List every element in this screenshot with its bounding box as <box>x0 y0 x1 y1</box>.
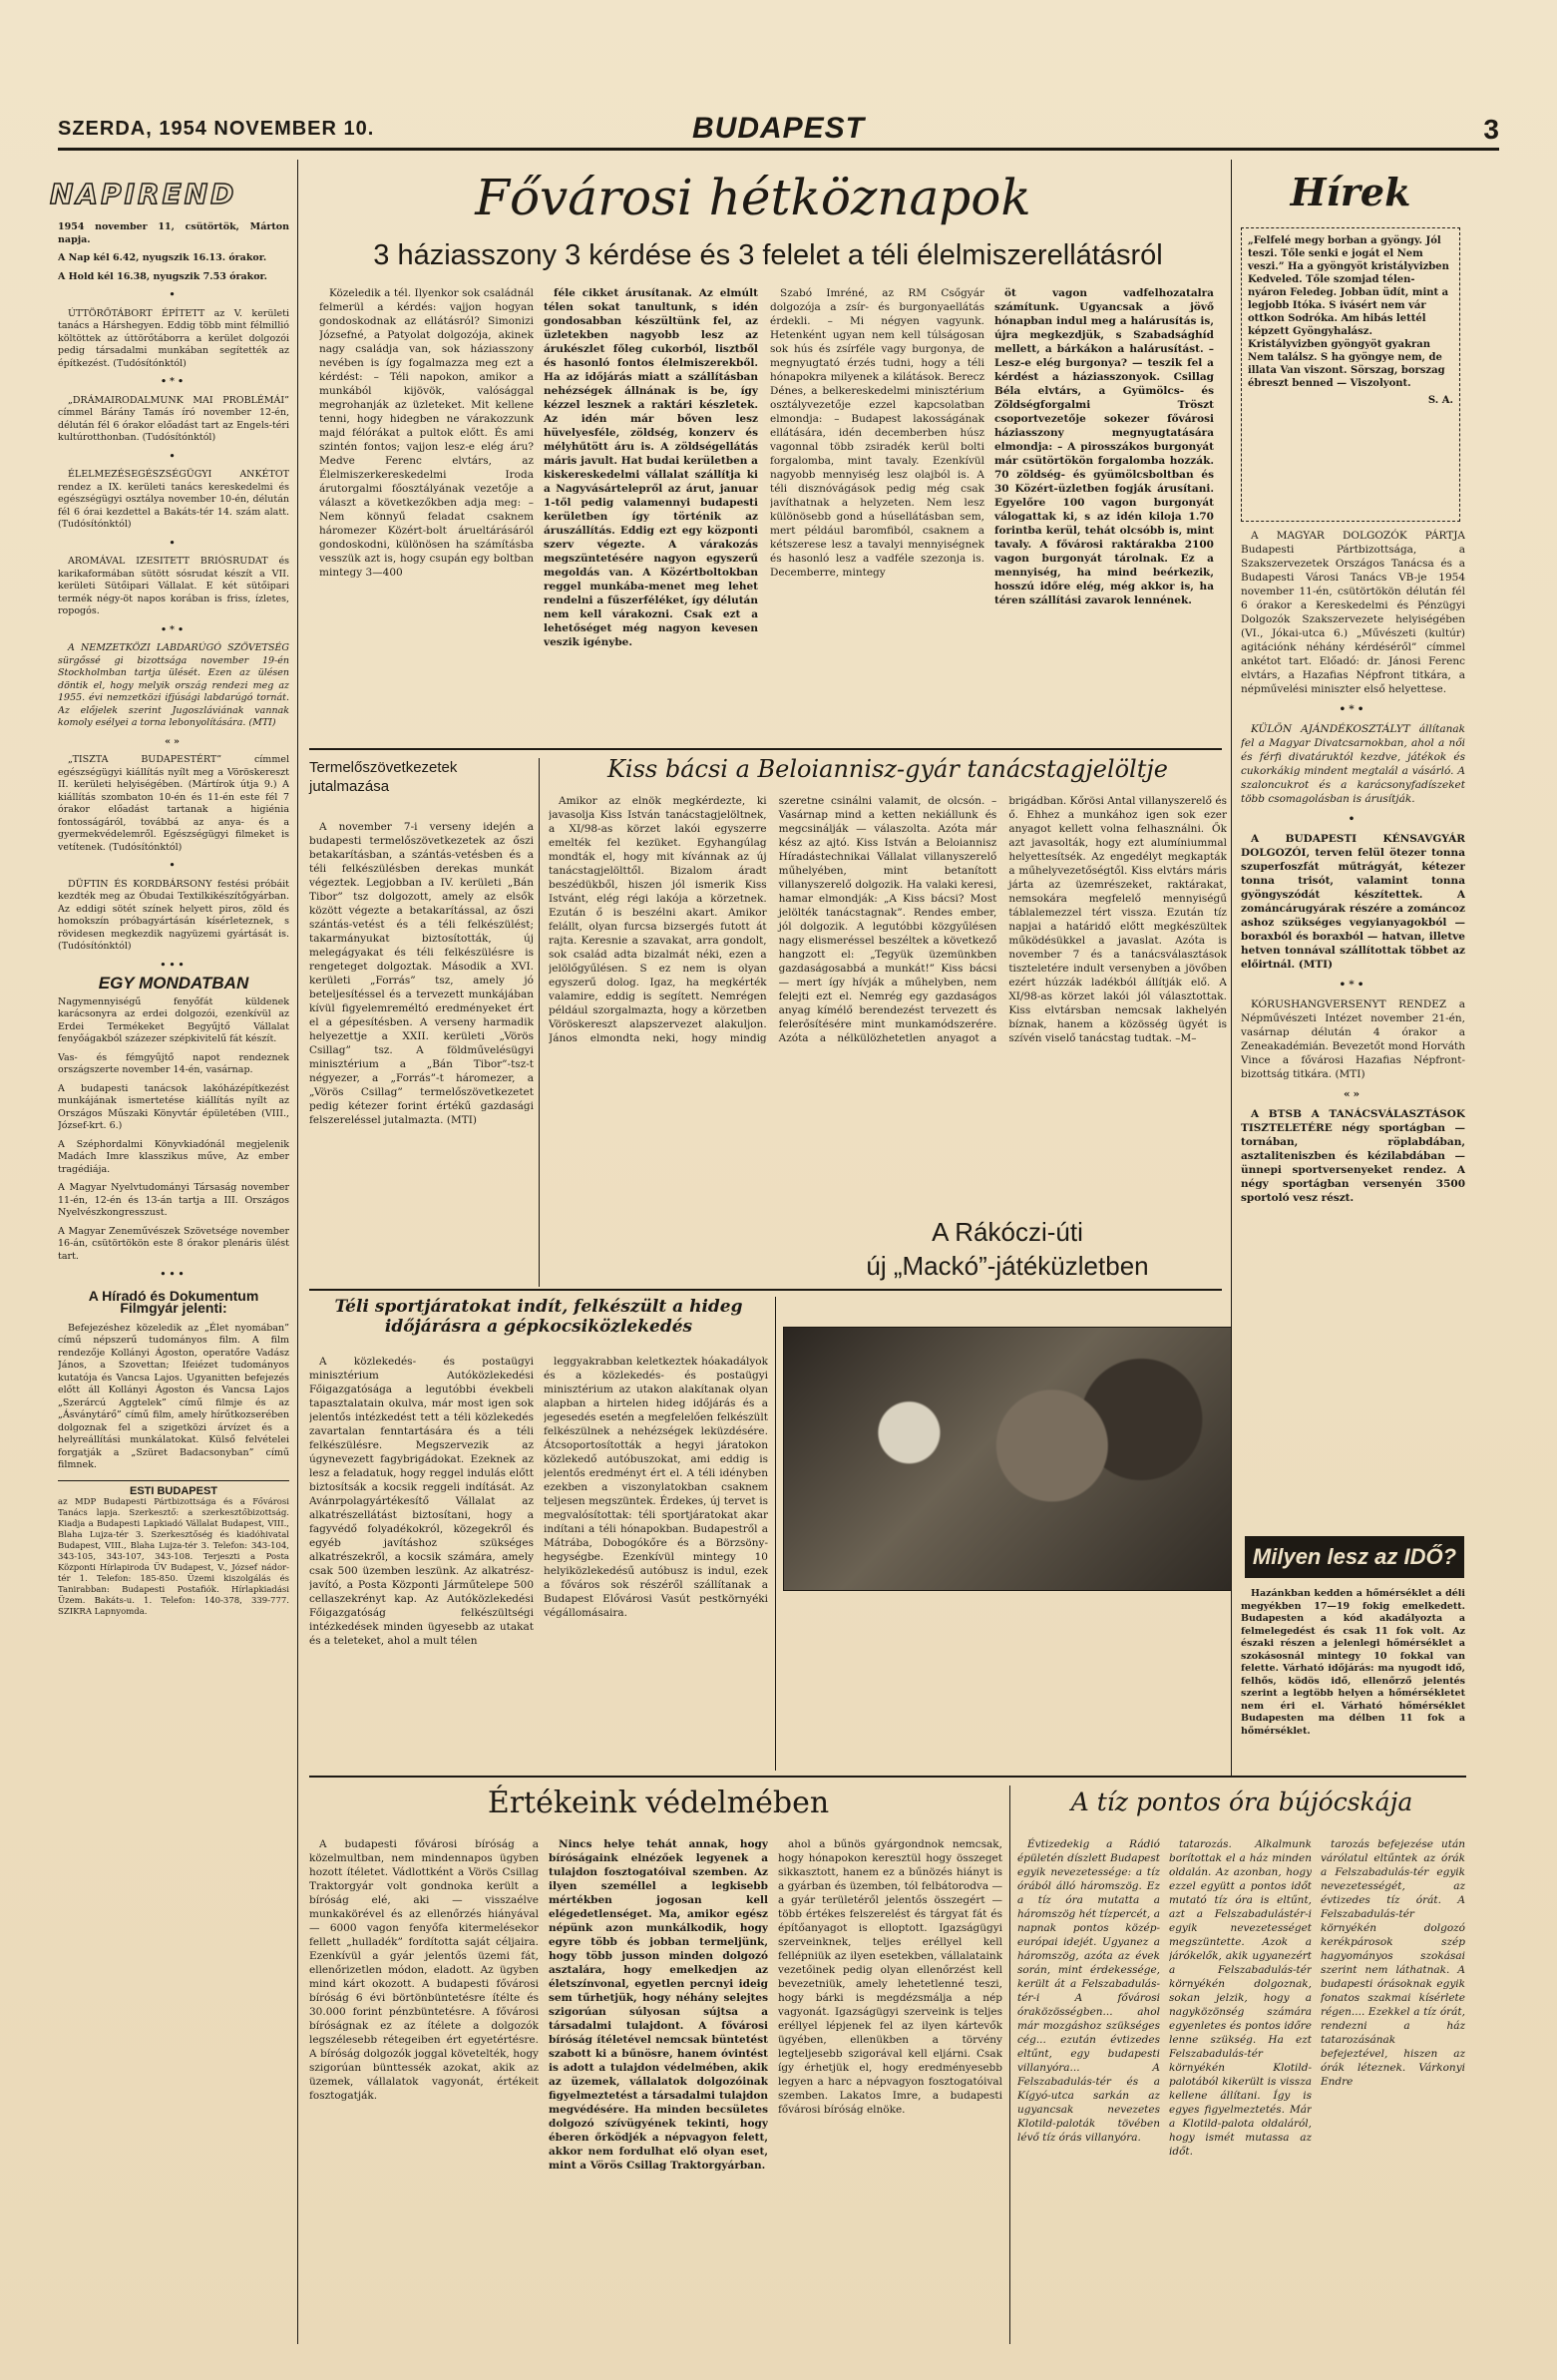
ora-headline: A tíz pontos óra bújócskája <box>1070 1787 1413 1816</box>
napirend-heading: NAPIREND <box>50 178 237 210</box>
ertekeink-col-1 <box>309 1837 539 2341</box>
colophon-heading: ESTI BUDAPEST <box>129 1484 217 1497</box>
feature-text: öt vagon vadfelhozatalra számítunk. Ugyancsak a jövő hónapban indul meg a halárusítás is, újra megkezdjük, s Szabadsághíd mellett, a bárkákon a halárusítást. – Lesz-e elég burgonya? — teszik fel a kérdést a háziasszonyok. Csillag Béla elvtárs, a Gyümölcs- és Zöldségforgalmi Tröszt csoportvezetője sokezer fővárosi háziasszony megnyugtatására elmondja: – A pirosszákos burgonyát már csütörtökön forgalomba hozzák. 70 zöldség- és gyümölcsboltban és 30 Közért-üzletben fogják árusítani. Egyelőre 100 vagon burgonyát válogattak ki, s az idén kiloja 1.70 forintba kerül, tehát olcsóbb is, mint tavaly. A fővárosi raktárakba 2100 vagon burgonyát tárolnak. Ez a mennyiség, ha mind beérkezik, hosszú időre elég, még akkor is, ha téren szállítási zavarok lennének. <box>994 287 1214 606</box>
weather-badge: Milyen lesz az IDŐ? <box>1245 1536 1464 1578</box>
sport-text: leggyakrabban keletkeztek hóakadályok és a közlekedés- és postaügyi minisztérium az utakon alakítanak olyan alapban a hirtelen hideg időjárás és a jegesedés esetén a megfelelően felkészült felkészülnek a nehézségek leküzdésére. Átcsoportosították a hegyi járatokon közlekedő autóbuszokat, ami eddig is jelentős eredményt ért el. A téli idényben ezekben a viszonylatokban csaknem teljesen megszüntek. Érdekes, új tervet is megvalósítottak: téli sportjáratokat akar indítani a téli hónapokban. Budapestről a Mátrába, Dobogókőre és a Börzsöny-hegységbe. Ezenkívül mintegy 10 helyiközlekedésű autóbusz is indul, ezek a főváros sok részéről szállítanak a Budapest Elővárosi Vasút pestkörnyéki végállomásaira. <box>544 1356 768 1619</box>
feature-col-2 <box>544 286 758 745</box>
mondatban-item: A Magyar Nyelvtudományi Társaság november 11-én, 12-én és 13-án tartja a III. Országos Nyelvészkongresszust. <box>58 1182 289 1218</box>
news-item: ÚTTÖRŐTÁBORT ÉPÍTETT az V. kerületi tanács a Hárshegyen. Eddig több mint félmillió költöttek az úttörőtáborra a kerület dolgozói pedig társadalmi munkában segítették az építkezést. (Tudósítónktól) <box>58 307 289 369</box>
news-item: AROMÁVAL IZESITETT BRIÓSRUDAT és karikaformában sütött sósrudat készít a VII. kerületi Sütőipari Vállalat. E két sütőipari termék négy-öt napos korában is friss, ízletes, ropogós. <box>58 556 289 616</box>
napirend-line: A Nap kél 6.42, nyugszik 16.13. órakor. <box>58 252 267 263</box>
ora-col-1 <box>1017 1837 1160 2341</box>
kiss-text: Amikor az elnök megkérdezte, ki javasolja Kiss István tanácstagjelöltnek, a XI/98-as körzet lakói egyszerre emelték fel kezüket. Egyhangúlag mondták el, hogy mit kívánnak az új tanácstagjelölttől. Bizalom áradt beszédükből, hiszen jól ismerik Kiss Istvánt, elég régi lakója a körzetnek. Ezután ő is beszélni akart. Amikor felállt, olyan furcsa bizsergés futott át rajta. Keresnie a szavakat, arra gondolt, sok család adta bizalmát néki, ezen a jelölőgyűlésen. S ez nem is olyan egyszerű dolog. Igaz, ha megkérték valamire, eddig is segített. Nemrégen például szorgalmazta, hogy a körzetben Vöröskereszt alapszervezet alakuljon. János elmondta neki, hogy mindig szeretne csinálni valamit, de olcsón. – Vasárnap mind a ketten nekiállunk és megcsinálják — válaszolta. Azóta már kész az ajtó. Kiss István a Beloiannisz Híradástechnikai Vállalat villanyszerelő műhelyében, mint betanított villanyszerelő dolgozik. Ha valaki keresi, hamar elmondják: „A Kiss bácsi? Most jelölték tanácstagnak”. Rendes ember, jól dolgozik. A legutóbbi közgyűlésen nagy elismeréssel beszéltek a következő hangzott el: „Tegyük üzemünkben gazdaságosabbá a munkát!” Kiss bácsi — mert így hívják a műhelyben, nem felejti ezt el. Nemrég egy gazdaságos anyag kímélő berendezést tervezett és felerősítésére mint munkamódszerére. Azóta a nélkülözhetetlen anyagot a brigádban. Kőrösi Antal villanyszerelő és ő. Ehhez a munkához igen sok ezer anyagot kellett volna felhasználni. Ők azt javasolták, hogy ezt alumíniummal helyettesítsék. Az engedélyt megkapták a műhelyvezetőségtől. Kiss elvtárs máris járta az üzemrészeket, raktárakat, nemsokára megfelelő mennyiségű táblalemezzel tért vissza. Ezután tíz napjai a határidő előtt megkészültek működésükkel a javaslat. Azóta is november 7 és a tanácsválasztások tiszteletére indult versenyben a jövőben ezért húzzák ladékból állítják elő. A XI/98-as körzet lakói jól választottak. Kiss elvtársban nemcsak lakhelyén bíznak, hanem a közösség ügyét is szívén viselő tanácstag tudtak. –M– <box>549 795 1227 1044</box>
termelo-text: A november 7-i verseny idején a budapesti termelőszövetkezetek az őszi betakarításban, a szántás-vetésben és a téli felkészülésben derekas munkát végeztek. Legjobban a IV. kerületi „Bán Tibor” tsz dolgozott, amely az elsők között végezte a betakarítással, az őszi szántás-vetést és a téli felkészülést; takarmányukat biztosították, új melegágyakat és téli felkészülésre is rengeteget dolgoztak. Második a XVI. kerületi „Forrás” tsz, amely jó beteljesítéssel és a tervezett munkájában kívül figyelemreméltó eredményeket ért el a gépesítésben. A verseny harmadik helyezettje a XXII. kerületi „Vörös Csillag” tsz. A földművelésügyi minisztérium a „Bán Tibor”-tsz-t négyezer, a „Forrás”-t háromezer, a „Vörös Csillag” termelőszövetkezetet pedig kétezer forint értékű gazdasági felszereléssel jutalmazta. (MTI) <box>309 821 534 1126</box>
paper-name: BUDAPEST <box>691 112 866 145</box>
hirek-item: A BTSB A TANÁCSVÁLASZTÁSOK TISZTELETÉRE négy sportágban — tornában, röplabdában, asztaliteniszben és kézilabdában — ünnepi sportversenyeket rendez. A négy sportágban versenyén 3500 sportoló vesz részt. <box>1241 1108 1465 1204</box>
ora-text: Évtizedekig a Rádió épületén díszlett Budapest egyik nevezetessége: a tíz órából álló háromszög. Ez a tíz óra mutatta a háromszög hét tízpercét, a napnak pontos közép-európai idejét. Ugyanez a háromszög, azóta az évek során, mint érdekessége, került át a Felszabadulás-tér-i A fővárosi óraközösségben... ahol már mozgáshoz szükséges cég... ezután évtizedes eltűnt, egy budapesti villanyóra... A Felszabadulás-tér és a Kígyó-utca sarkán az ugyancsak nevezetes Klotild-paloták tövében lévő tíz órás villanyóra. <box>1017 1838 1160 2144</box>
napirend-line: A Hold kél 16.38, nyugszik 7.53 órakor. <box>58 270 267 282</box>
news-item: ÉLELMEZÉSEGÉSZSÉGÜGYI ANKÉTOT rendez a IX. kerületi tanács kereskedelmi és egészségügyi osztálya november 10-én, délután fél 6 órai kezdettel a Bakáts-tér 14. szám alatt. (Tudósítónktól) <box>58 469 289 530</box>
termelo-col <box>309 820 534 1279</box>
weather-report: Hazánkban kedden a hőmérséklet a déli megyékben 17—19 fokig emelkedett. Budapesten a kód akadályozta a felmelegedést és csak 11 fok volt. Az északi részen a jelenlegi hőmérséklet a szokásosnál mintegy 10 fokkal van felette. Várható időjárás: ma nyugodt idő, felhős, ködös idő, ellenőrző jelentés szerint a legtöbb helyen a hőmérsékletet nem éri el. Várható hőmérséklet Budapesten ma délben 11 fok a hőmérséklet. <box>1241 1588 1465 1737</box>
ertekeink-headline: Értékeink védelmében <box>487 1785 830 1820</box>
mondatban-item: A Széphordalmi Könyvkiadónál megjelenik Madách Imre klasszikus műve, Az ember tragédiája. <box>58 1138 289 1175</box>
hirek-items: A MAGYAR DOLGOZÓK PÁRTJA Budapesti Pártbizottsága, a Szakszervezetek Országos Tanácsa és a Budapesti Városi Tanács VB-je 1954 november 11-én, csütörtökön délután fél 6 órakor a Kereskedelmi és Pénzügyi Dolgozók Szakszervezete helyiségében (VI., Jókai-utca 6.) „Művészeti (kultúr) agitációnk néhány kérdéséről” címmel ankétot tart. Előadó: dr. Jánosi Ferenc elvtárs, a Hazafias Népfront titkára, a népművelési miniszter első helyettese. •*• KÜLÖN AJÁNDÉKOSZTÁLYT állítanak fel a Magyar Divatcsarnokban, ahol a női és férfi divatáruktól kezdve, játékok és cukorkákig mindent megtalál a vásárló. A szaloncukrot és a karácsonyfadíszeket több csomagolásban is árusítják. • A BUDAPESTI KÉNSAVGYÁR DOLGOZÓI, terven felül ötezer tonna szuperfoszfát műtrágyát, kétezer tonna trisót, valamint tonna gyöngyszódát készítettek. A zománcárugyárak részére a zománcoz ashoz szükséges vegyianyagokból — boraxból és boraxból — hatvan, illetve hetven tonnával szállítottak többet az előirtnál. (MTI) •*• KÓRUSHANGVERSENYT RENDEZ a Népművészeti Intézet november 21-én, vasárnap délután 4 órakor a Zeneakadémián. Bevezetőt mond Horváth Vince a fővárosi Hazafias Népfront-bizottság titkára. (MTI) «» A BTSB A TANÁCSVÁLASZTÁSOK TISZTELETÉRE négy sportágban — tornában, röplabdában, asztaliteniszben és kézilabdában — ünnepi sportversenyeket rendez. A négy sportágban versenyén 3500 sportoló vesz részt. <box>1241 530 1465 1204</box>
news-item: A NEMZETKÖZI LABDARÚGÓ SZÖVETSÉG sürgőssé gi bizottsága november 19-én Stockholmban tartja ülését. Ezen az ülésen döntik el, hogy melyik ország rendezi meg az 1955. évi nemzetközi ifjúsági labdarúgó tornát. Az előjelek szerint Jugoszláviának vannak komoly esélyei a torna lebonyolítására. (MTI) <box>58 642 289 728</box>
ertekeink-text: Nincs helye tehát annak, hogy bíróságaink elnézőek legyenek a tulajdon fosztogatóival szemben. Az ilyen személlel a legkisebb mértékben jogosan kell elégedetlenséget. Ma, amikor egész népünk azon munkálkodik, hogy egyre több és jobban termeljünk, hogy több jusson minden dolgozó asztalára, hogy emelkedjen az életszínvonal, egyetlen percnyi ideig sem tűrhetjük, hogy néhány selejtes szigorúan súlyosan sújtsa a társadalmi tulajdont. A fővárosi bíróság ítéletével nemcsak büntetést szabott ki a bűnösre, hanem óvintést is adott a tulajdon védelmében, akik az üzemek, vállalatok dolgozóinak figyelmeztetést a társadalmi tulajdon megvédésére. Ha minden becsületes dolgozó szívügyének tekinti, hogy éberen őrködjék a népvagyon felett, akkor nem fordulhat elő olyan eset, mint a Vörös Csillag Traktorgyárban. <box>549 1838 768 2172</box>
news-item: DÜFTIN ÉS KORDBÁRSONY festési próbáit kezdték meg az Óbudai Textilkikészítőgyárban. Az eddigi sötét színek helyett piros, zöld és homokszín próbagyártásán kísérleteznek, s rövidesen megkezdik nagyüzemi gyártását is. (Tudósítónktól) <box>58 878 289 952</box>
mondatban-item: Vas- és fémgyűjtő napot rendeznek országszerte november 14-én, vasárnap. <box>58 1051 289 1075</box>
feature-col-4 <box>994 286 1214 745</box>
masthead <box>58 112 1499 151</box>
news-item: „DRÁMAIRODALMUNK MAI PROBLÉMÁI” címmel Bárány Tamás író november 12-én, délután fél 6 órakor előadást tart az Engels-téri kultúrotthonban. (Tudósítónktól) <box>58 394 289 443</box>
filmgyar-text: Befejezéshez közeledik az „Élet nyomában” című népszerű tudományos film. A film rendezője Kollányi Ágoston, operatőre Vadász János, a Szovettan; Ifeiézet tudományos kutatója és Vancsa Lajos. Ugyanitten befejezés előtt áll Kollányi Ágoston és Vancsa Lajos „Szerárcú Aggtelek” című filmje és az „Ásványtárő” című film, amely hírűtkozserében dolgoznak fel a szigetközi árvízet és a helyreállítási munkálatokat. Külső felvételei forgatják a „Szüret Badacsonyban” című filmnek. <box>58 1322 289 1470</box>
mondatban-item: A Magyar Zeneművészek Szövetsége november 16-án, csütörtökön este 8 órakor plenáris ülést tart. <box>58 1225 289 1262</box>
issue-date: SZERDA, 1954 NOVEMBER 10. <box>58 118 375 140</box>
mondatban-item: A budapesti tanácsok lakóházépítkezést munkájának ismertetése kiállítás nyílt az Országos Műszaki Könyvtár épületében (VIII., József-krt. 6.) <box>58 1082 289 1131</box>
kiss-headline: Kiss bácsi a Beloiannisz-gyár tanácstagjelöltje <box>606 755 1168 783</box>
toy-shop-photo <box>783 1327 1232 1591</box>
sport-text: A közlekedés- és postaügyi minisztérium Autóközlekedési Főigazgatósága a legutóbbi évekbeli tapasztalatain okulva, már most igen sok jelentős intézkedést tett a téli közlekedés zavartalan fenntartására és a téli felkészülésre. Megszervezik az úgynevezett fagybrigádokat. Ezeknek az lesz a feladatuk, hogy reggel indulás előtt biztosítsák a kocsik reggeli indítását. Az Avánrpolagyártékesítő Vállalat az alkatrészellátást biztosítani, hogy a fagyvédő folyadékokról, közegekről és egyéb javításhoz szükséges alkatrészekről, a kocsik számára, amely csak 500 üzemben leszünk. Az alkatrész-javító, a Posta Központi Járműtelepe 500 cellaszekrényt kap. Az Autóközlekedési Főigazgatóság felkészültségi intézkedések minden ügyesebb az utakat és a teleteket, ahol a mult télen <box>309 1356 534 1647</box>
colophon-text: az MDP Budapesti Pártbizottsága és a Fővárosi Tanács lapja. Szerkesztő: a szerkesztőbizottság. Kiadja a Budapesti Lapkiadó Vállalat Budapest, VIII., Blaha Lujza-tér 3. Szerkesztőség és kiadóhivatal Budapest, VIII., Blaha Lujza-tér 3. Telefon: 343-104, 343-105, 343-107, 343-108. Terjeszti a Posta Központi Hírlapiroda ÜV Budapest, V., József nádor-tér 1. Telefon: 185-850. Üzemi kiszolgálás és Tanirabban: Budapesti Postafiók. Hírlapkiadási Üzem. Bakáts-u. 1. Telefon: 140-378, 339-777. SZIKRA Lapnyomda. <box>58 1497 289 1617</box>
feature-text: féle cikket árusítanak. Az elmúlt télen sokat tanultunk, s idén gondosabban készültünk fel, az üzletekben nagyobb lesz az árukészlet főleg cukorból, lisztből és hasonló fontos élelmiszerekből. Ha az időjárás miatt a szállításban nehézségek állnának is be, így kézzel lesznek a raktári készletek. Az idén már bőven lesz hüvelyesféle, zöldség, konzerv és mélyhűtött áru is. A zöldségellátás máris javult. Hat budai kerületben a kiskereskedelmi vállalat szállítja ki a Nagyvásártelepről az árut, januar 1-től pedig valamennyi budapesti kerületben így történik az áruszállítás. Eddig ezt egy központi szerv végezte. A várakozás megszüntetésére nagyon egyszerű megoldás van. A Közértboltokban reggel munkába-menet meg lehet rendelni a fűszerféléket, így délután nem kell várakozni. Csak ezt a lehetőséget még nagyon kevesen veszik igénybe. <box>544 287 758 648</box>
ertekeink-text: A budapesti fővárosi bíróság a közelmultban, nem mindennapos ügyben hozott ítéletet. Vádlottként a Vörös Csillag Traktorgyár volt gondnoka került a bíróság elé, aki — visszaélve munkakörével és az ellenőrzés hiányával — 6000 vagon fenyőfa kitermelésekor fellett „hulladék” fordította saját céljaira. Ezenkívül a gyár jelentős üzemi fát, ellenőrizetlen módon, eladott. Az ügyben mind kárt okozott. A budapesti fővárosi bíróság 6 évi börtönbüntetésre ítélte és 30.000 forint pénzbüntetésre. A fővárosi bíróságnak ez az ítélete a dolgozók legszélesebb rétegeiben ért egyetértésre. A bíróság dolgozók joggal követelték, hogy szigorúan bünttessék azokat, akik az üzemek, vállalatok vagyonát, értékeit fosztogatják. <box>309 1838 539 2102</box>
news-item: „TISZTA BUDAPESTÉRT” címmel egészségügyi kiállítás nyílt meg a Vöröskereszt II. kerületi helyiségében. (Mártírok útja 9.) A kiállítás szombaton 10-én és 11-én este fél 7 órakor előadást tartanak a higiénia fontosságáról, továbbá az anya- és a gyermekvédelemről. Egészségügyi filmeket is vetítenek. (Tudósítónktól) <box>58 754 289 853</box>
sport-headline: Téli sportjáratokat indít, felkészült a hideg időjárásra a gépkocsiközlekedés <box>334 1297 743 1337</box>
feature-text: Szabó Imréné, az RM Csőgyár dolgozója a zsír- és burgonyaellátás érdekli. – Mi négyen vagyunk. Hetenként ugyan nem kell túlságosan sok hús és zsírféle vagy burgonya, de megnyugtató érzés tudni, hogy a téli hónapokra milyenek a kilátások. Berecz Dénes, a belkereskedelmi minisztérium osztályvezetője ezzel kapcsolatban elmondja: – Budapest lakosságának ellátására, idén decemberben húsz vagonnal több zsiradék kerül bolti forgalomba, mint tavaly. Ezenkívül nagyobb mennyiség lesz olajból is. A téli disznóvágások pedig még csak javíthatnak a helyzeten. Nem lesz különösebb gond a húsellátásban sem, mert például baromfiból, csaknem a kétszerese lesz a tavalyi mennyiségnek és hasonló lesz a vadféle szezonja is. Decemberre, mintegy <box>770 287 984 579</box>
hirek-item: KÓRUSHANGVERSENYT RENDEZ a Népművészeti Intézet november 21-én, vasárnap délután 4 órakor a Zeneakadémián. Bevezetőt mond Horváth Vince a fővárosi Hazafias Népfront-bizottság titkára. (MTI) <box>1241 998 1465 1080</box>
ora-col-3 <box>1321 1837 1465 2341</box>
hirek-poem: „Felfelé megy borban a gyöngy. Jól teszi. Tőle senki e jogát el Nem veszi.” Ha a gyöngyöt kristályvizben Kedveled. Tőle szomjad télen-nyáron Feledeg. Jobban üdít, mint a legjobb Itóka. S ivásért nem vár ottkon Sodróka. Am hibás lettél képzett Gyöngyhalász. Kristályvizben gyöngyöt gyakran Nem találsz. S ha gyöngye nem, de illata Van viszont. Sörszag, borszag ébreszt benned — Viszolyont. <box>1248 235 1449 389</box>
ertekeink-col-2 <box>549 1837 768 2341</box>
macko-headline-line2: új „Mackó”-játéküzletben <box>866 1251 1149 1281</box>
feature-col-1 <box>319 286 534 745</box>
napirend-line: 1954 november 11, csütörtök, Márton napja. <box>58 221 289 245</box>
hirek-item: A BUDAPESTI KÉNSAVGYÁR DOLGOZÓI, terven felül ötezer tonna szuperfoszfát műtrágyát, kétezer tonna trisót, valamint tonna gyöngyszódát készítettek. A zománcárugyárak részére a zománcoz ashoz szükséges vegyianyagokból — boraxból és boraxból — hatvan, illetve hetven tonnával szállítottak többet az előirtnál. (MTI) <box>1241 833 1465 971</box>
mondatban-item: Nagymennyiségű fenyőfát küldenek karácsonyra az erdei dolgozói, ezenkívül az Erdei Termékeket Begyűjtő Vállalat fenyőágakból százezer szépkivitelű fát készít. <box>58 995 289 1044</box>
feature-col-3 <box>770 286 984 745</box>
kiss-article <box>549 794 1227 1283</box>
column-napirend: 1954 november 11, csütörtök, Márton napja. A Nap kél 6.42, nyugszik 16.13. órakor. A Hold kél 16.38, nyugszik 7.53 órakor. • ÚTTÖRŐTÁBORT ÉPÍTETT az V. kerületi tanács a Hárshegyen. Eddig több mint félmillió költöttek az úttörőtáborra a kerület dolgozói pedig társadalmi munkában segítették az építkezést. (Tudósítónktól) •*• „DRÁMAIRODALMUNK MAI PROBLÉMÁI” címmel Bárány Tamás író november 12-én, délután fél 6 órakor előadást tart az Engels-téri kultúrotthonban. (Tudósítónktól) • ÉLELMEZÉSEGÉSZSÉGÜGYI ANKÉTOT rendez a IX. kerületi tanács kereskedelmi és egészségügyi osztálya november 10-én, délután fél 6 órai kezdettel a Bakáts-tér 14. szám alatt. (Tudósítónktól) • AROMÁVAL IZESITETT BRIÓSRUDAT és karikaformában sütött sósrudat készít a VII. kerületi Sütőipari Vállalat. E két sütőipari termék négy-öt napos korában is friss, ízletes, ropogós. •*• A NEMZETKÖZI LABDARÚGÓ SZÖVETSÉG sürgőssé gi bizottsága november 19-én Stockholmban tartja ülését. Ezen az ülésen döntik el, hogy melyik ország rendezi meg az 1955. évi nemzetközi ifjúsági labdarúgó tornát. Az előjelek szerint Jugoszláviának vannak komoly esélyei a torna lebonyolítására. (MTI) «» „TISZTA BUDAPESTÉRT” címmel egészségügyi kiállítás nyílt meg a Vöröskereszt II. kerületi helyiségében. (Mártírok útja 9.) A kiállítás szombaton 10-én és 11-én este fél 7 órakor előadást tartanak a higiénia fontosságáról, továbbá az anya- és a gyermekvédelemről. Egészségügyi filmeket is vetítenek. (Tudósítónktól) • DÜFTIN ÉS KORDBÁRSONY festési próbáit kezdték meg az Óbudai Textilkikészítőgyárban. Az eddigi sötét színek helyett piros, zöld és homokszín próbagyártásán kísérleteznek, s rövidesen megkezdik nagyüzemi gyártását is. (Tudósítónktól) ••• EGY MONDATBAN Nagymennyiségű fenyőfát küldenek karácsonyra az erdei dolgozói, ezenkívül az Erdei Termékeket Begyűjtő Vállalat fenyőágakból százezer szépkivitelű fát készít. Vas- és fémgyűjtő napot rendeznek országszerte november 14-én, vasárnap. A budapesti tanácsok lakóházépítkezést munkájának ismertetése kiállítás nyílt az Országos Műszaki Könyvtár épületében (VIII., József-krt. 6.) A Széphordalmi Könyvkiadónál megjelenik Madách Imre klasszikus műve, Az ember tragédiája. A Magyar Nyelvtudományi Társaság november 11-én, 12-én és 13-án tartja a III. Országos Nyelvészkongresszust. A Magyar Zeneművészek Szövetsége november 16-án, csütörtökön este 8 órakor plenáris ülést tart. ••• A Híradó és Dokumentum Filmgyár jelenti: Befejezéshez közeledik az „Élet nyomában” című népszerű tudományos film. A film rendezője Kollányi Ágoston, operatőre Vadász János, a Szovettan; Ifeiézet tudományos kutatója és Vancsa Lajos. Ugyanitten befejezés előtt áll Kollányi Ágoston és Vancsa Lajos „Szerárcú Aggtelek” című filmje és az „Ásványtárő” című film, amely hírűtkozserében dolgoznak fel a szigetközi árvízet és a helyreállítási munkálatokat. Külső felvételei forgatják a „Szüret Badacsonyban” című filmnek. ESTI BUDAPEST az MDP Budapesti Pártbizottsága és a Fővárosi Tanács lapja. Szerkesztő: a szerkesztőbizottság. Kiadja a Budapesti Lapkiadó Vállalat Budapest, VIII., Blaha Lujza-tér 3. Szerkesztőség és kiadóhivatal Budapest, VIII., Blaha Lujza-tér 3. Telefon: 343-104, 343-105, 343-107, 343-108. Terjeszti a Posta Központi Hírlapiroda ÜV Budapest, V., József nádor-tér 1. Telefon: 185-850. Üzemi kiszolgálás és Tanirabban: Budapesti Postafiók. Hírlapkiadási Üzem. Bakáts-u. 1. Telefon: 140-378, 339-777. SZIKRA Lapnyomda. <box>58 221 289 1617</box>
feature-headline: 3 háziasszony 3 kérdése és 3 felelet a téli élelmiszerellátásról <box>373 239 1163 271</box>
hirek-poem-box <box>1241 227 1460 522</box>
egy-mondatban-heading: EGY MONDATBAN <box>98 974 249 992</box>
ertekeink-col-3 <box>778 1837 1002 2341</box>
page-number: 3 <box>1483 114 1499 145</box>
ertekeink-text: ahol a bűnös gyárgondnok nemcsak, hogy hónapokon keresztül hogy összeget sikkasztott, hanem ez a bűnözés hiányt is a gyárban és üzemben, tól felbátorodva — a gyár területéről jelentős összegért — több értékes felszerelést és tárgyat fát és építőanyagot is elloptott. Igazságügyi szerveinknek, teljes eréllyel kell fellépniük az ilyen esetekben, vállalataink vezetőinek pedig olyan ellenőrzést kell bevezetniük, amely lehetetlenné teszi, hogy bárki is megdézsmálja a nép vagyonát. Igazságügyi szerveink is teljes eréllyel lépjenek fel az ilyen kártevők ügyében, ellenükben a törvény legteljesebb szigorával kell eljárni. Csak így érhetjük el, hogy eredményesebb legyen a harc a népvagyon fosztogatóival szemben. Lakatos Imre, a budapesti fővárosi bíróság elnöke. <box>778 1838 1002 2116</box>
sport-col-2 <box>544 1355 768 1769</box>
hirek-heading: Hírek <box>1290 170 1411 214</box>
sport-col-1 <box>309 1355 534 1769</box>
hirek-item: A MAGYAR DOLGOZÓK PÁRTJA Budapesti Pártbizottsága, a Szakszervezetek Országos Tanácsa és a Budapesti Városi Tanács VB-je 1954 november 11-én, csütörtökön délután fél 6 órakor a Kereskedelmi és Pénzügyi Dolgozók Szakszervezete helyiségében (VI., Jókai-utca 6.) „Művészeti (kultúr) agitációnk néhány kérdéséről” címmel ankétot tart. Előadó: dr. Jánosi Ferenc elvtárs, a Hazafias Népfront titkára, a népművelési miniszter első helyettese. <box>1241 530 1465 695</box>
ora-text: tatarozás. Alkalmunk borítottak el a ház minden oldalán. Az azonban, hogy ezzel együtt a pontos időt mutató tíz óra is eltűnt, azt a Felszabadulástér-i egyik nevezetességet megszüntette. Azok a járókelők, akik ugyanezért a Felszabadulás-tér környékén dolgoznak, sokan jelzik, hogy a nagyközönség számára egyenletes és pontos időre lenne szükség. Ha ezt Felszabadulás-tér környékén Klotild-palotából kikerült is vissza kellene állítani. Így is egyes figyelmeztetés. Már a Klotild-palota oldaláról, hogy ismét mutassa az időt. <box>1169 1838 1312 2158</box>
filmgyar-heading: A Híradó és Dokumentum Filmgyár jelenti: <box>88 1287 259 1316</box>
ora-col-2 <box>1169 1837 1312 2341</box>
poem-signature: S. A. <box>1427 395 1453 406</box>
ora-text: tarozás befejezése után várólatul eltűntek az órák a Felszabadulás-tér egyik nevezetességét, az évtizedes tíz órát. A Felszabadulás-tér környékén dolgozó kerékpárosok szép hagyományos szokásai szerint nem láthatnak. A budapesti órásoknak egyik fonatos szakmai kísérlete régen.... Ezekkel a tíz órát, rendezni a ház tatarozásának befejeztével, hiszen az órák léteznek. Várkonyi Endre <box>1321 1838 1465 2088</box>
feature-banner: Fővárosi hétköznapok <box>475 169 1031 226</box>
macko-headline-line1: A Rákóczi-úti <box>932 1217 1083 1247</box>
macko-headline <box>783 1215 1232 1283</box>
termelo-headline: Termelőszövetkezetek jutalmazása <box>309 759 458 795</box>
hirek-item: KÜLÖN AJÁNDÉKOSZTÁLYT állítanak fel a Magyar Divatcsarnokban, ahol a női és férfi divatáruktól kezdve, játékok és cukorkákig mindent megtalál a vásárló. A szaloncukrot és a karácsonyfadíszeket több csomagolásban is árusítják. <box>1241 723 1465 805</box>
feature-text: Közeledik a tél. Ilyenkor sok családnál felmerül a kérdés: vajjon hogyan gondoskodnak az ellátásról? Simonizi Józsefné, a Patyolat dolgozója, akinek nagy családja van, sok háziasszony nevében is így fogalmazza meg ezt a kérdést: – Téli napokon, amikor a munkából kijövök, valósággal megrohanják az üzleteket. Mit kellene tenni, hogy hidegben ne várakozzunk majd félórákat a pultok előtt. És ami szintén fontos; vajjon lesz-e elég áru? Medve Ferenc elvtárs, az Élelmiszerkereskedelmi Iroda árutorgalmi főosztályának vezetője a választ a következőkben adja meg: – Nem könnyű feladat csaknem háromezer Közért-bolt árueltárásáról gondoskodni, különösen ha számításba vesszük azt is, hogy csupán egy boltban mintegy 3—400 <box>319 287 534 579</box>
weather-text <box>1241 1588 1465 1748</box>
